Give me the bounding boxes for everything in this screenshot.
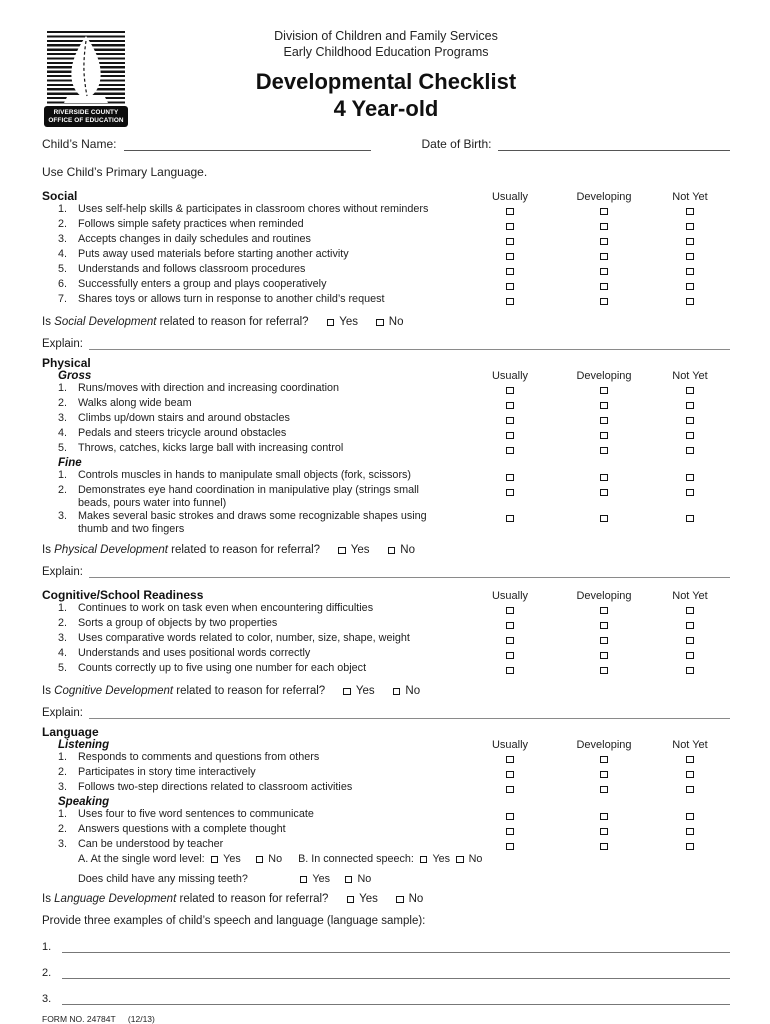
logo-line1: RIVERSIDE COUNTY [53, 109, 119, 116]
column-header-usually: Usually [491, 739, 529, 751]
explain-field[interactable] [89, 566, 730, 578]
explain-field[interactable] [89, 707, 730, 719]
yes-checkbox[interactable] [420, 856, 428, 864]
social-explain-row [42, 338, 730, 350]
usually-checkbox[interactable] [506, 756, 514, 764]
child-name-label: Child’s Name: [42, 137, 117, 151]
yes-checkbox[interactable] [343, 688, 351, 696]
usually-checkbox[interactable] [506, 515, 514, 523]
notyet-checkbox[interactable] [686, 253, 694, 261]
child-name-field[interactable] [124, 138, 371, 151]
notyet-checkbox[interactable] [686, 637, 694, 645]
checklist-item: 2. Sorts a group of objects by two properties [42, 617, 730, 632]
checklist-item: 4. Pedals and steers tricycle around obstacles [42, 427, 730, 442]
rcoe-logo-label [44, 106, 128, 127]
yes-checkbox[interactable] [347, 896, 355, 904]
column-header-developing: Developing [576, 590, 632, 602]
yes-label: Yes [339, 316, 359, 328]
checklist-item: 2. Participates in story time interactively [42, 766, 730, 781]
checklist-item: 3. Follows two-step directions related to classroom activities [42, 781, 730, 796]
developing-checkbox[interactable] [600, 622, 608, 630]
cognitive-referral-question: Is Cognitive Development related to reason for referral? Yes No [42, 685, 421, 697]
column-header-notyet: Not Yet [672, 590, 708, 602]
usually-checkbox[interactable] [506, 387, 514, 395]
developing-checkbox[interactable] [600, 652, 608, 660]
usually-checkbox[interactable] [506, 667, 514, 675]
checklist-item: 4. Understands and uses positional words correctly [42, 647, 730, 662]
form-subtitle: 4 Year-old [333, 96, 439, 121]
cognitive-explain-row [42, 707, 730, 719]
checklist-item: 4. Puts away used materials before starting another activity [42, 248, 730, 263]
flame-leaf-icon [47, 31, 125, 104]
column-header-notyet: Not Yet [672, 370, 708, 382]
column-header-usually: Usually [491, 590, 529, 602]
language-sample-field-3[interactable] [62, 992, 730, 1005]
developing-checkbox[interactable] [600, 771, 608, 779]
yes-checkbox[interactable] [327, 319, 335, 327]
no-label: No [405, 685, 421, 697]
developing-checkbox[interactable] [600, 607, 608, 615]
developing-checkbox[interactable] [600, 828, 608, 836]
yes-checkbox[interactable] [300, 876, 308, 884]
no-checkbox[interactable] [376, 319, 384, 327]
yes-label: Yes [355, 685, 375, 697]
no-checkbox[interactable] [256, 856, 264, 864]
language-sample-field-2[interactable] [62, 966, 730, 979]
dob-field[interactable] [498, 138, 730, 151]
developing-checkbox[interactable] [600, 667, 608, 675]
no-label: No [388, 316, 404, 328]
connected-speech-label: B. In connected speech: [298, 853, 414, 865]
fine-label: Fine [58, 457, 82, 469]
explain-label: Explain: [42, 338, 83, 350]
form-title: Developmental Checklist [255, 69, 517, 94]
notyet-checkbox[interactable] [686, 474, 694, 482]
checklist-item: 5. Understands and follows classroom procedures [42, 263, 730, 278]
explain-label: Explain: [42, 566, 83, 578]
rcoe-logo [44, 31, 128, 127]
language-sample-row: 3. [42, 992, 730, 1005]
usually-checkbox[interactable] [506, 208, 514, 216]
form-number: FORM NO. 24784T (12/13) [42, 1014, 155, 1024]
section-title-social: Social [42, 189, 78, 203]
speaking-label: Speaking [58, 796, 110, 808]
column-header-usually: Usually [491, 191, 529, 203]
usually-checkbox[interactable] [506, 283, 514, 291]
developing-checkbox[interactable] [600, 298, 608, 306]
usually-checkbox[interactable] [506, 771, 514, 779]
yes-checkbox[interactable] [338, 547, 346, 555]
language-sample-field-1[interactable] [62, 940, 730, 953]
column-header-notyet: Not Yet [672, 191, 708, 203]
column-header-notyet: Not Yet [672, 739, 708, 751]
usually-checkbox[interactable] [506, 298, 514, 306]
checklist-item: 3. Accepts changes in daily schedules and routines [42, 233, 730, 248]
developing-checkbox[interactable] [600, 786, 608, 794]
notyet-checkbox[interactable] [686, 223, 694, 231]
explain-label: Explain: [42, 707, 83, 719]
developing-checkbox[interactable] [600, 515, 608, 523]
checklist-item: 2. Follows simple safety practices when reminded [42, 218, 730, 233]
notyet-checkbox[interactable] [686, 515, 694, 523]
rcoe-logo-stripes [47, 31, 125, 104]
usually-checkbox[interactable] [506, 238, 514, 246]
primary-language-note: Use Child’s Primary Language. [42, 165, 208, 179]
no-label: No [408, 893, 424, 905]
developing-checkbox[interactable] [600, 283, 608, 291]
section-title-physical: Physical [42, 356, 91, 370]
column-header-developing: Developing [576, 739, 632, 751]
notyet-checkbox[interactable] [686, 208, 694, 216]
notyet-checkbox[interactable] [686, 489, 694, 497]
yes-label: Yes [350, 544, 370, 556]
dob-label: Date of Birth: [421, 137, 492, 151]
usually-checkbox[interactable] [506, 447, 514, 455]
checklist-item: 7. Shares toys or allows turn in response to another child’s request [42, 293, 730, 308]
usually-checkbox[interactable] [506, 652, 514, 660]
checklist-item: 5. Throws, catches, kicks large ball with increasing control [42, 442, 730, 457]
checklist-item: 6. Successfully enters a group and plays cooperatively [42, 278, 730, 293]
developing-checkbox[interactable] [600, 637, 608, 645]
identity-row [42, 137, 730, 151]
notyet-checkbox[interactable] [686, 238, 694, 246]
developing-checkbox[interactable] [600, 253, 608, 261]
checklist-item: 3. Can be understood by teacher [42, 838, 730, 853]
section-title-cognitive: Cognitive/School Readiness [42, 588, 204, 602]
physical-explain-row [42, 566, 730, 578]
missing-teeth-label: Does child have any missing teeth? [78, 873, 248, 885]
listening-subsection-header [42, 739, 730, 751]
developing-checkbox[interactable] [600, 474, 608, 482]
checklist-item: 2. Walks along wide beam [42, 397, 730, 412]
no-checkbox[interactable] [345, 876, 353, 884]
usually-checkbox[interactable] [506, 417, 514, 425]
column-header-usually: Usually [491, 370, 529, 382]
section-title-language: Language [42, 725, 99, 739]
notyet-checkbox[interactable] [686, 622, 694, 630]
checklist-item: 1. Runs/moves with direction and increasing coordination [42, 382, 730, 397]
gross-label: Gross [58, 370, 92, 382]
notyet-checkbox[interactable] [686, 417, 694, 425]
developing-checkbox[interactable] [600, 238, 608, 246]
usually-checkbox[interactable] [506, 402, 514, 410]
developing-checkbox[interactable] [600, 268, 608, 276]
notyet-checkbox[interactable] [686, 828, 694, 836]
notyet-checkbox[interactable] [686, 298, 694, 306]
notyet-checkbox[interactable] [686, 786, 694, 794]
single-word-level-label: A. At the single word level: [78, 853, 205, 865]
org-line1: Division of Children and Family Services [274, 29, 498, 43]
notyet-checkbox[interactable] [686, 387, 694, 395]
developing-checkbox[interactable] [600, 208, 608, 216]
developing-checkbox[interactable] [600, 447, 608, 455]
checklist-item: 1. Uses four to five word sentences to communicate [42, 808, 730, 823]
notyet-checkbox[interactable] [686, 402, 694, 410]
notyet-checkbox[interactable] [686, 756, 694, 764]
column-header-developing: Developing [576, 191, 632, 203]
notyet-checkbox[interactable] [686, 432, 694, 440]
notyet-checkbox[interactable] [686, 447, 694, 455]
usually-checkbox[interactable] [506, 622, 514, 630]
usually-checkbox[interactable] [506, 607, 514, 615]
gross-subsection-header [42, 370, 730, 382]
social-section-header [42, 189, 730, 203]
no-label: No [400, 544, 415, 556]
developing-checkbox[interactable] [600, 417, 608, 425]
checklist-item: 3. Uses comparative words related to color, number, size, shape, weight [42, 632, 730, 647]
notyet-checkbox[interactable] [686, 283, 694, 291]
developing-checkbox[interactable] [600, 387, 608, 395]
developing-checkbox[interactable] [600, 813, 608, 821]
developing-checkbox[interactable] [600, 223, 608, 231]
org-line2: Early Childhood Education Programs [283, 45, 489, 59]
missing-teeth-question: Does child have any missing teeth? Yes No [78, 873, 372, 885]
developing-checkbox[interactable] [600, 843, 608, 851]
language-sample-row: 2. [42, 966, 730, 979]
usually-checkbox[interactable] [506, 223, 514, 231]
checklist-item: 1. Controls muscles in hands to manipulate small objects (fork, scissors) [42, 469, 730, 484]
no-checkbox[interactable] [388, 547, 396, 555]
checklist-item: 1. Responds to comments and questions from others [42, 751, 730, 766]
developing-checkbox[interactable] [600, 756, 608, 764]
usually-checkbox[interactable] [506, 828, 514, 836]
usually-checkbox[interactable] [506, 474, 514, 482]
understood-sub-questions: A. At the single word level: Yes No B. In connected speech: Yes No [78, 853, 483, 865]
cognitive-section-header [42, 588, 730, 602]
checklist-item: 2. Answers questions with a complete thought [42, 823, 730, 838]
physical-referral-question: Is Physical Development related to reason for referral? Yes No [42, 544, 415, 556]
developing-checkbox[interactable] [600, 432, 608, 440]
notyet-checkbox[interactable] [686, 771, 694, 779]
no-checkbox[interactable] [393, 688, 401, 696]
no-checkbox[interactable] [396, 896, 404, 904]
checklist-item: 3. Climbs up/down stairs and around obstacles [42, 412, 730, 427]
language-sample-row: 1. [42, 940, 730, 953]
notyet-checkbox[interactable] [686, 652, 694, 660]
notyet-checkbox[interactable] [686, 607, 694, 615]
developing-checkbox[interactable] [600, 402, 608, 410]
notyet-checkbox[interactable] [686, 843, 694, 851]
developing-checkbox[interactable] [600, 489, 608, 497]
yes-checkbox[interactable] [211, 856, 219, 864]
checklist-item: 5. Counts correctly up to five using one number for each object [42, 662, 730, 677]
usually-checkbox[interactable] [506, 489, 514, 497]
usually-checkbox[interactable] [506, 843, 514, 851]
checklist-item: 1. Uses self-help skills & participates in classroom chores without reminders [42, 203, 730, 218]
logo-line2: OFFICE OF EDUCATION [48, 116, 124, 124]
checklist-item: 1. Continues to work on task even when encountering difficulties [42, 602, 730, 617]
usually-checkbox[interactable] [506, 253, 514, 261]
social-referral-question: Is Social Development related to reason for referral? Yes No [42, 316, 404, 328]
explain-field[interactable] [89, 338, 730, 350]
no-checkbox[interactable] [456, 856, 464, 864]
column-header-developing: Developing [576, 370, 632, 382]
usually-checkbox[interactable] [506, 268, 514, 276]
checklist-item: 3. Makes several basic strokes and draws some recognizable shapes using thumb and two fingers [42, 510, 730, 536]
language-referral-question: Is Language Development related to reason for referral? Yes No [42, 893, 424, 905]
listening-label: Listening [58, 739, 110, 751]
usually-checkbox[interactable] [506, 637, 514, 645]
usually-checkbox[interactable] [506, 813, 514, 821]
notyet-checkbox[interactable] [686, 813, 694, 821]
notyet-checkbox[interactable] [686, 268, 694, 276]
usually-checkbox[interactable] [506, 786, 514, 794]
checklist-item: 2. Demonstrates eye hand coordination in manipulative play (strings small beads, pours water into funnel) [42, 484, 730, 510]
usually-checkbox[interactable] [506, 432, 514, 440]
language-sample-prompt: Provide three examples of child’s speech and language (language sample): [42, 915, 426, 927]
notyet-checkbox[interactable] [686, 667, 694, 675]
yes-label: Yes [359, 893, 378, 905]
